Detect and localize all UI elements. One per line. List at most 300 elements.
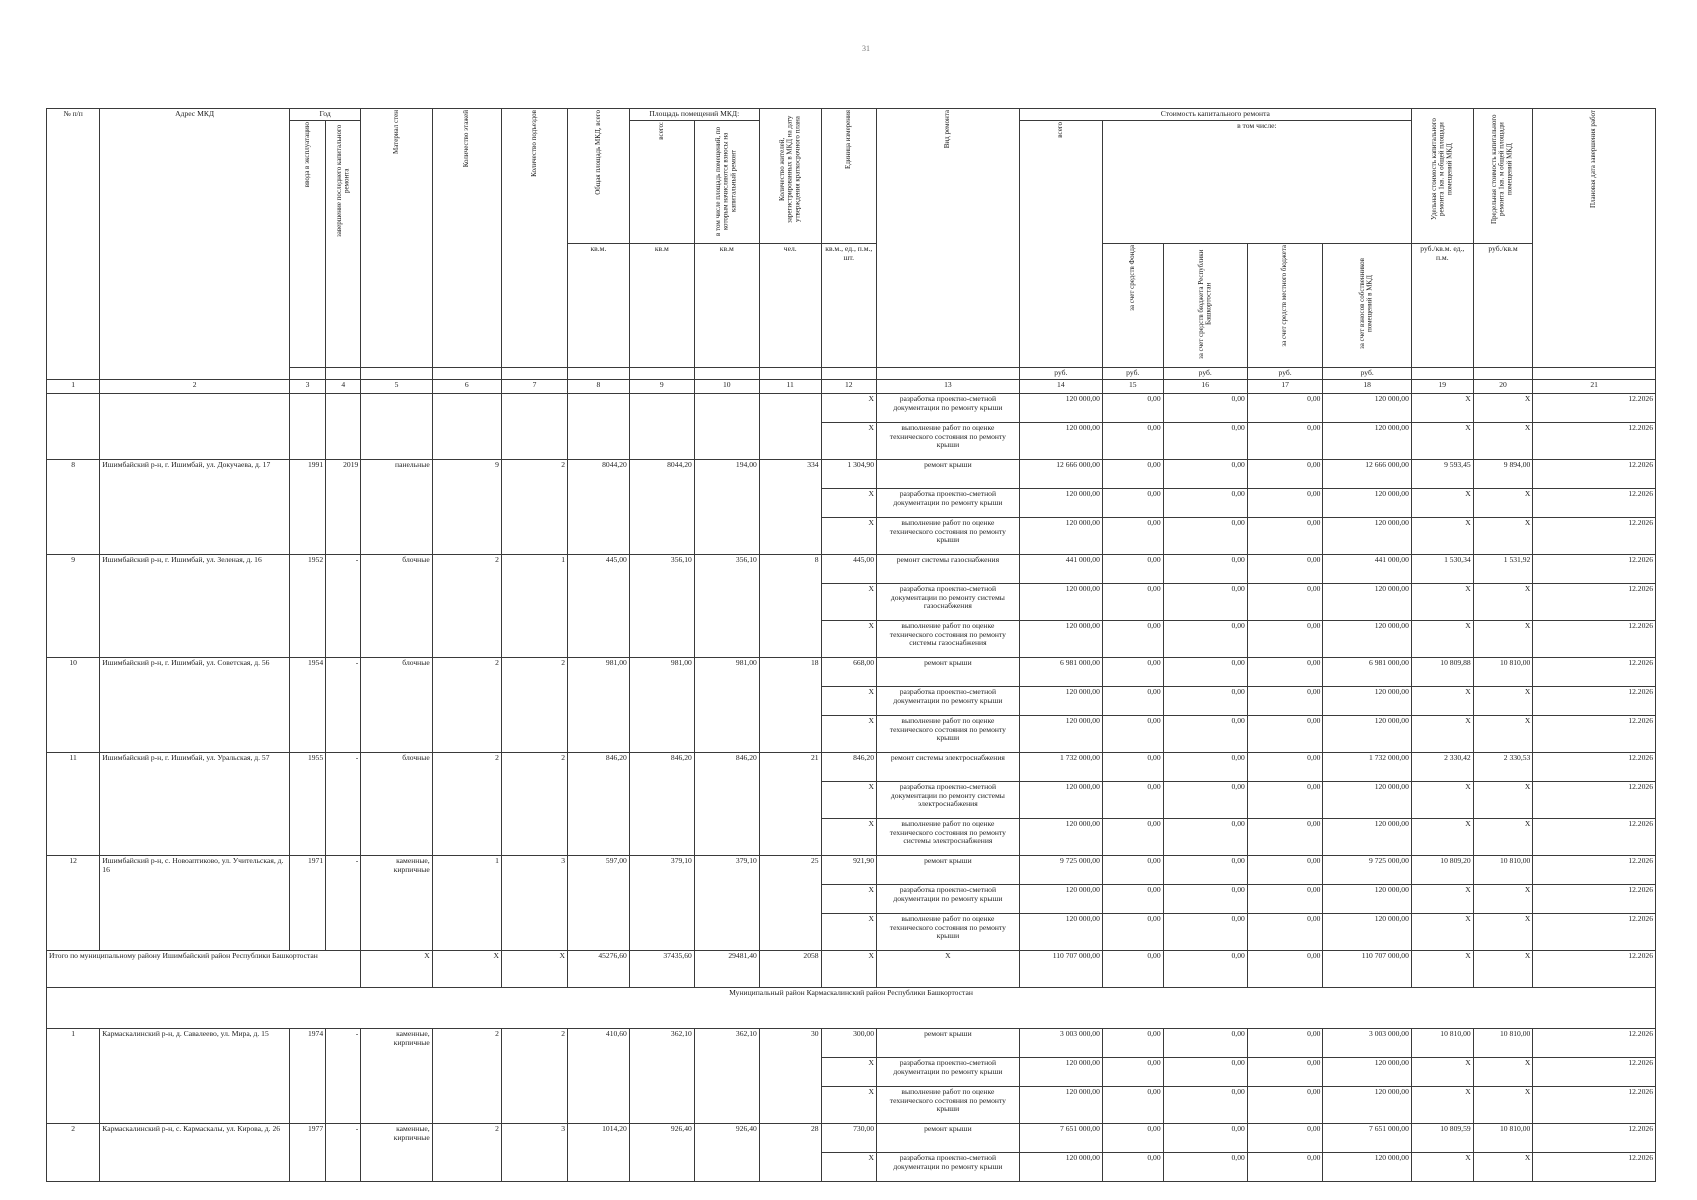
table-cell: 10 809,88 bbox=[1411, 657, 1473, 686]
table-cell: 2 bbox=[501, 752, 567, 855]
table-cell: 0,00 bbox=[1247, 1057, 1323, 1086]
unit-prem-liv: кв.м bbox=[694, 244, 759, 368]
table-cell bbox=[759, 368, 821, 380]
table-cell bbox=[326, 368, 361, 380]
table-cell: 2 bbox=[47, 1123, 100, 1181]
table-cell: - bbox=[326, 554, 361, 657]
table-row bbox=[47, 554, 1656, 583]
table-cell: X bbox=[1473, 913, 1533, 950]
column-header-text: всего bbox=[1055, 121, 1064, 138]
table-cell: 2 bbox=[432, 554, 501, 657]
table-cell: 120 000,00 bbox=[1323, 422, 1411, 459]
table-cell: 1 732 000,00 bbox=[1323, 752, 1411, 781]
table-cell: X bbox=[1411, 781, 1473, 818]
column-header-text: Вид ремонта bbox=[943, 110, 952, 149]
hdr-unit-cost bbox=[1411, 109, 1473, 244]
table-cell: 0,00 bbox=[1102, 488, 1163, 517]
table-cell: X bbox=[1411, 818, 1473, 855]
table-cell: X bbox=[1411, 1086, 1473, 1123]
table-cell: 0,00 bbox=[1102, 884, 1163, 913]
table-cell: 1 bbox=[432, 855, 501, 950]
table-cell: X bbox=[1473, 620, 1533, 657]
table-cell: X bbox=[821, 1057, 876, 1086]
table-cell: 12.2026 bbox=[1533, 715, 1656, 752]
table-cell: 0,00 bbox=[1102, 393, 1163, 422]
table-cell: 441 000,00 bbox=[1019, 554, 1102, 583]
table-cell: 45276,60 bbox=[568, 950, 630, 987]
table-cell: 120 000,00 bbox=[1019, 422, 1102, 459]
table-cell: 846,20 bbox=[821, 752, 876, 781]
table-cell: 445,00 bbox=[821, 554, 876, 583]
unit-rub: руб. bbox=[1323, 368, 1411, 380]
table-cell: 120 000,00 bbox=[1019, 620, 1102, 657]
table-cell: выполнение работ по оценке технического состояния по ремонту крыши bbox=[877, 422, 1020, 459]
table-cell: X bbox=[1473, 583, 1533, 620]
table-cell: 120 000,00 bbox=[1323, 517, 1411, 554]
total-row bbox=[47, 950, 1656, 987]
table-cell: 12.2026 bbox=[1533, 1086, 1656, 1123]
table-cell: 0,00 bbox=[1102, 752, 1163, 781]
table-cell: выполнение работ по оценке технического состояния по ремонту крыши bbox=[877, 913, 1020, 950]
column-header-text: за счет средств Фонда bbox=[1127, 245, 1136, 312]
table-cell bbox=[629, 393, 694, 459]
table-cell: - bbox=[326, 752, 361, 855]
table-cell: выполнение работ по оценке технического состояния по ремонту крыши bbox=[877, 517, 1020, 554]
table-cell: 0,00 bbox=[1247, 884, 1323, 913]
table-cell: 3 bbox=[501, 1123, 567, 1181]
table-cell: 445,00 bbox=[568, 554, 630, 657]
table-cell: 12.2026 bbox=[1533, 884, 1656, 913]
table-cell: X bbox=[1411, 1057, 1473, 1086]
hdr-material bbox=[361, 109, 432, 368]
table-cell: 9 bbox=[432, 459, 501, 554]
table-cell: 0,00 bbox=[1102, 1152, 1163, 1181]
table-cell: X bbox=[501, 950, 567, 987]
table-cell bbox=[289, 368, 325, 380]
table-cell: 120 000,00 bbox=[1019, 1152, 1102, 1181]
table-cell: 0,00 bbox=[1102, 554, 1163, 583]
unit-rub: руб. bbox=[1163, 368, 1247, 380]
table-cell: 120 000,00 bbox=[1323, 1057, 1411, 1086]
hdr-incl: в том числе: bbox=[1102, 120, 1411, 244]
table-cell: 379,10 bbox=[694, 855, 759, 950]
hdr-address: Адрес МКД bbox=[100, 109, 290, 380]
table-cell: 12.2026 bbox=[1533, 1152, 1656, 1181]
table-cell: X bbox=[1473, 488, 1533, 517]
column-header-text: за счет средств местного бюджета bbox=[1280, 245, 1289, 348]
hdr-local-budget bbox=[1247, 244, 1323, 368]
table-cell: 120 000,00 bbox=[1323, 686, 1411, 715]
table-cell: 120 000,00 bbox=[1019, 488, 1102, 517]
table-cell: 12.2026 bbox=[1533, 752, 1656, 781]
column-header-text: всего: bbox=[656, 121, 665, 140]
table-cell: 300,00 bbox=[821, 1028, 876, 1057]
column-header-text: Материал стен bbox=[391, 110, 400, 154]
table-cell: 0,00 bbox=[1247, 715, 1323, 752]
table-cell: 1954 bbox=[289, 657, 325, 752]
table-cell: 120 000,00 bbox=[1323, 1152, 1411, 1181]
col-number: 9 bbox=[629, 379, 694, 393]
table-cell: 9 593,45 bbox=[1411, 459, 1473, 488]
table-cell: 10 810,00 bbox=[1473, 657, 1533, 686]
table-cell: 0,00 bbox=[1163, 554, 1247, 583]
hdr-floors bbox=[432, 109, 501, 368]
table-cell: 846,20 bbox=[629, 752, 694, 855]
table-cell bbox=[432, 368, 501, 380]
table-cell: 0,00 bbox=[1247, 781, 1323, 818]
unit-rub-m2: руб./кв.м bbox=[1473, 244, 1533, 368]
table-cell: 1974 bbox=[289, 1028, 325, 1123]
hdr-year-last bbox=[326, 120, 361, 367]
col-number: 1 bbox=[47, 379, 100, 393]
table-cell: 0,00 bbox=[1163, 855, 1247, 884]
unit-prem: кв.м bbox=[629, 244, 694, 368]
column-header-text: за счет взносов собственников помещений в МКД bbox=[1358, 258, 1375, 350]
table-cell: 0,00 bbox=[1163, 950, 1247, 987]
table-cell: 12.2026 bbox=[1533, 950, 1656, 987]
table-cell: 1971 bbox=[289, 855, 325, 950]
table-cell: X bbox=[1411, 950, 1473, 987]
table-cell: 10 810,00 bbox=[1473, 1123, 1533, 1152]
table-cell: 0,00 bbox=[1102, 781, 1163, 818]
table-cell: X bbox=[1473, 1152, 1533, 1181]
table-cell: 8044,20 bbox=[629, 459, 694, 554]
table-cell: разработка проектно-сметной документации по ремонту крыши bbox=[877, 1152, 1020, 1181]
table-cell: 0,00 bbox=[1163, 393, 1247, 422]
col-number: 18 bbox=[1323, 379, 1411, 393]
table-cell: X bbox=[821, 1086, 876, 1123]
table-cell: 362,10 bbox=[629, 1028, 694, 1123]
table-cell bbox=[1411, 368, 1473, 380]
col-number: 14 bbox=[1019, 379, 1102, 393]
table-cell: ремонт системы электроснабжения bbox=[877, 752, 1020, 781]
table-cell: 1 304,90 bbox=[821, 459, 876, 488]
table-cell: 410,60 bbox=[568, 1028, 630, 1123]
col-number: 16 bbox=[1163, 379, 1247, 393]
table-cell: 0,00 bbox=[1163, 884, 1247, 913]
hdr-cost-group: Стоимость капитального ремонта bbox=[1019, 109, 1411, 121]
unit-rub: руб. bbox=[1019, 368, 1102, 380]
table-cell: 120 000,00 bbox=[1323, 781, 1411, 818]
table-row bbox=[47, 1028, 1656, 1057]
table-cell: X bbox=[821, 781, 876, 818]
table-cell: 0,00 bbox=[1163, 620, 1247, 657]
table-cell: 0,00 bbox=[1102, 459, 1163, 488]
table-cell: X bbox=[1411, 393, 1473, 422]
table-cell bbox=[289, 393, 325, 459]
table-cell: ремонт крыши bbox=[877, 657, 1020, 686]
table-cell: 597,00 bbox=[568, 855, 630, 950]
table-cell: 0,00 bbox=[1102, 950, 1163, 987]
table-cell: X bbox=[1473, 884, 1533, 913]
table-cell: 120 000,00 bbox=[1323, 884, 1411, 913]
col-number: 17 bbox=[1247, 379, 1323, 393]
table-cell: 2 bbox=[432, 657, 501, 752]
col-number: 4 bbox=[326, 379, 361, 393]
column-header-text: Удельная стоимость капитального ремонта 1кв. м общей площади помещений МКД bbox=[1429, 118, 1454, 220]
table-cell: Кармаскалинский р-н, с. Кармаскалы, ул. Кирова, д. 26 bbox=[100, 1123, 290, 1181]
table-cell: 12.2026 bbox=[1533, 855, 1656, 884]
table-cell: разработка проектно-сметной документации по ремонту крыши bbox=[877, 1057, 1020, 1086]
table-cell bbox=[821, 368, 876, 380]
table-cell bbox=[361, 393, 432, 459]
table-cell: 2 330,42 bbox=[1411, 752, 1473, 781]
col-number: 21 bbox=[1533, 379, 1656, 393]
unit-measure: кв.м., ед., п.м., шт. bbox=[821, 244, 876, 368]
unit-rub: руб. bbox=[1247, 368, 1323, 380]
hdr-prem-total bbox=[629, 120, 694, 244]
unit-rub-m: руб./кв.м. ед., п.м. bbox=[1411, 244, 1473, 368]
col-number: 8 bbox=[568, 379, 630, 393]
table-cell: Кармаскалинский р-н, д. Савалеево, ул. Мира, д. 15 bbox=[100, 1028, 290, 1123]
hdr-max-cost bbox=[1473, 109, 1533, 244]
table-cell: - bbox=[326, 1028, 361, 1123]
section-title: Муниципальный район Кармаскалинский район Республики Башкортостан bbox=[47, 987, 1656, 1028]
table-cell: 846,20 bbox=[694, 752, 759, 855]
table-cell: X bbox=[821, 715, 876, 752]
table-cell: 0,00 bbox=[1102, 818, 1163, 855]
col-number: 11 bbox=[759, 379, 821, 393]
table-cell: 0,00 bbox=[1102, 715, 1163, 752]
table-cell: 12.2026 bbox=[1533, 488, 1656, 517]
table-cell: 0,00 bbox=[1163, 657, 1247, 686]
table-cell: 0,00 bbox=[1163, 715, 1247, 752]
table-cell: X bbox=[1411, 913, 1473, 950]
table-cell: X bbox=[821, 583, 876, 620]
table-cell: 1 732 000,00 bbox=[1019, 752, 1102, 781]
table-cell: 0,00 bbox=[1102, 686, 1163, 715]
table-cell: 2 bbox=[501, 657, 567, 752]
table-cell: 0,00 bbox=[1247, 818, 1323, 855]
table-cell: 12.2026 bbox=[1533, 913, 1656, 950]
table-cell: 0,00 bbox=[1247, 554, 1323, 583]
table-cell: 0,00 bbox=[1247, 517, 1323, 554]
table-cell: 0,00 bbox=[1247, 422, 1323, 459]
column-header-text: Количество подъездов bbox=[529, 110, 538, 177]
table-cell: 0,00 bbox=[1102, 422, 1163, 459]
table-cell: X bbox=[1411, 583, 1473, 620]
table-cell: 120 000,00 bbox=[1019, 781, 1102, 818]
table-cell: X bbox=[1473, 1086, 1533, 1123]
table-cell: выполнение работ по оценке технического состояния по ремонту крыши bbox=[877, 715, 1020, 752]
table-cell: 12.2026 bbox=[1533, 1123, 1656, 1152]
table-cell: ремонт крыши bbox=[877, 459, 1020, 488]
table-cell: ремонт системы газоснабжения bbox=[877, 554, 1020, 583]
table-row bbox=[47, 657, 1656, 686]
table-cell: каменные, кирпичные bbox=[361, 1123, 432, 1181]
table-cell bbox=[759, 393, 821, 459]
col-number: 3 bbox=[289, 379, 325, 393]
table-cell: X bbox=[821, 422, 876, 459]
hdr-fund bbox=[1102, 244, 1163, 368]
table-cell: 0,00 bbox=[1102, 517, 1163, 554]
table-cell: X bbox=[361, 950, 432, 987]
table-cell: 921,90 bbox=[821, 855, 876, 884]
table-cell: X bbox=[1473, 686, 1533, 715]
table-cell: 12.2026 bbox=[1533, 517, 1656, 554]
table-cell bbox=[568, 393, 630, 459]
hdr-work bbox=[877, 109, 1020, 368]
table-cell bbox=[361, 368, 432, 380]
table-cell: 668,00 bbox=[821, 657, 876, 686]
table-cell: 120 000,00 bbox=[1323, 583, 1411, 620]
table-cell bbox=[1533, 368, 1656, 380]
hdr-cost-total bbox=[1019, 120, 1102, 367]
table-cell: Ишимбайский р-н, г. Ишимбай, ул. Докучаева, д. 17 bbox=[100, 459, 290, 554]
table-cell: 0,00 bbox=[1247, 950, 1323, 987]
table-cell: X bbox=[821, 1152, 876, 1181]
table-cell: 981,00 bbox=[568, 657, 630, 752]
table-cell: 10 810,00 bbox=[1473, 1028, 1533, 1057]
table-cell: 0,00 bbox=[1163, 583, 1247, 620]
table-cell: 0,00 bbox=[1102, 620, 1163, 657]
col-number: 15 bbox=[1102, 379, 1163, 393]
table-cell: X bbox=[1473, 950, 1533, 987]
table-cell: 120 000,00 bbox=[1323, 1086, 1411, 1123]
table-cell: 8 bbox=[759, 554, 821, 657]
table-cell: 0,00 bbox=[1102, 913, 1163, 950]
table-cell: разработка проектно-сметной документации по ремонту системы электроснабжения bbox=[877, 781, 1020, 818]
table-cell: 194,00 bbox=[694, 459, 759, 554]
table-cell bbox=[877, 368, 1020, 380]
table-cell: 1 531,92 bbox=[1473, 554, 1533, 583]
table-cell: 730,00 bbox=[821, 1123, 876, 1152]
table-cell: 12.2026 bbox=[1533, 554, 1656, 583]
table-cell: 0,00 bbox=[1163, 488, 1247, 517]
table-cell: 6 981 000,00 bbox=[1323, 657, 1411, 686]
table-cell: 0,00 bbox=[1247, 855, 1323, 884]
table-cell: 12.2026 bbox=[1533, 657, 1656, 686]
table-cell: 120 000,00 bbox=[1019, 715, 1102, 752]
hdr-year-group: Год bbox=[289, 109, 360, 121]
repair-plan-table bbox=[46, 108, 1656, 1182]
table-cell: 120 000,00 bbox=[1323, 620, 1411, 657]
table-cell: 12.2026 bbox=[1533, 781, 1656, 818]
table-cell bbox=[694, 368, 759, 380]
table-cell: 0,00 bbox=[1102, 583, 1163, 620]
hdr-units bbox=[821, 109, 876, 244]
hdr-total-area bbox=[568, 109, 630, 244]
table-cell: 10 810,00 bbox=[1473, 855, 1533, 884]
table-cell: 120 000,00 bbox=[1019, 884, 1102, 913]
table-cell: 120 000,00 bbox=[1019, 393, 1102, 422]
table-cell: 12.2026 bbox=[1533, 393, 1656, 422]
column-header-text: Предельная стоимость капитального ремонта 1кв. м общей площади помещений МКД bbox=[1490, 114, 1514, 224]
table-cell: выполнение работ по оценке технического состояния по ремонту системы электроснабжения bbox=[877, 818, 1020, 855]
table-cell: 0,00 bbox=[1247, 393, 1323, 422]
table-cell: 362,10 bbox=[694, 1028, 759, 1123]
table-cell: 0,00 bbox=[1247, 657, 1323, 686]
table-cell: 334 bbox=[759, 459, 821, 554]
col-number: 2 bbox=[100, 379, 290, 393]
table-cell: 0,00 bbox=[1247, 1123, 1323, 1152]
table-cell: 2 bbox=[432, 1028, 501, 1123]
table-row bbox=[47, 855, 1656, 884]
unit-people: чел. bbox=[759, 244, 821, 368]
hdr-num: № п/п bbox=[47, 109, 100, 380]
table-cell: 1 bbox=[501, 554, 567, 657]
table-cell: 25 bbox=[759, 855, 821, 950]
table-cell: 3 bbox=[501, 855, 567, 950]
table-cell: 120 000,00 bbox=[1019, 583, 1102, 620]
table-cell: 0,00 bbox=[1247, 913, 1323, 950]
table-cell: 12.2026 bbox=[1533, 620, 1656, 657]
table-cell: X bbox=[432, 950, 501, 987]
table-cell: 12 bbox=[47, 855, 100, 950]
column-header-text: Плановая дата завершения работ bbox=[1589, 110, 1598, 209]
table-cell: X bbox=[1473, 517, 1533, 554]
table-cell: 2 bbox=[501, 1028, 567, 1123]
table-cell: 29481,40 bbox=[694, 950, 759, 987]
table-cell: 9 725 000,00 bbox=[1323, 855, 1411, 884]
table-cell: 0,00 bbox=[1163, 1086, 1247, 1123]
table-cell: X bbox=[1411, 620, 1473, 657]
hdr-owners bbox=[1323, 244, 1411, 368]
table-cell: 379,10 bbox=[629, 855, 694, 950]
table-cell: X bbox=[1473, 818, 1533, 855]
table-cell: ремонт крыши bbox=[877, 1028, 1020, 1057]
table-cell: 12 666 000,00 bbox=[1323, 459, 1411, 488]
hdr-entrances bbox=[501, 109, 567, 368]
table-cell: 1 bbox=[47, 1028, 100, 1123]
table-cell: 0,00 bbox=[1102, 1057, 1163, 1086]
table-cell bbox=[432, 393, 501, 459]
table-cell: 120 000,00 bbox=[1323, 488, 1411, 517]
table-cell: блочные bbox=[361, 752, 432, 855]
table-cell: 120 000,00 bbox=[1019, 913, 1102, 950]
table-cell: ремонт крыши bbox=[877, 1123, 1020, 1152]
table-cell: 0,00 bbox=[1247, 686, 1323, 715]
table-cell: 981,00 bbox=[629, 657, 694, 752]
table-cell: разработка проектно-сметной документации по ремонту крыши bbox=[877, 393, 1020, 422]
table-cell: 926,40 bbox=[629, 1123, 694, 1181]
table-cell: X bbox=[821, 686, 876, 715]
unit-total-area: кв.м. bbox=[568, 244, 630, 368]
table-cell bbox=[100, 393, 290, 459]
table-cell: - bbox=[326, 1123, 361, 1181]
table-cell: разработка проектно-сметной документации по ремонту крыши bbox=[877, 686, 1020, 715]
table-cell: 10 809,59 bbox=[1411, 1123, 1473, 1152]
table-cell: 12 666 000,00 bbox=[1019, 459, 1102, 488]
table-cell: 7 651 000,00 bbox=[1019, 1123, 1102, 1152]
table-cell: X bbox=[1411, 1152, 1473, 1181]
column-header-text: Общая площадь МКД, всего bbox=[593, 110, 602, 195]
table-cell: 110 707 000,00 bbox=[1019, 950, 1102, 987]
table-cell: 846,20 bbox=[568, 752, 630, 855]
table-cell bbox=[629, 368, 694, 380]
table-cell: разработка проектно-сметной документации по ремонту системы газоснабжения bbox=[877, 583, 1020, 620]
table-cell: 9 894,00 bbox=[1473, 459, 1533, 488]
table-cell: панельные bbox=[361, 459, 432, 554]
table-cell: 926,40 bbox=[694, 1123, 759, 1181]
table-cell: 120 000,00 bbox=[1019, 517, 1102, 554]
col-number: 6 bbox=[432, 379, 501, 393]
table-cell: 981,00 bbox=[694, 657, 759, 752]
section-row bbox=[47, 987, 1656, 1028]
table-cell bbox=[1473, 368, 1533, 380]
hdr-premises-group: Площадь помещений МКД: bbox=[629, 109, 759, 121]
column-header-text: завершение последнего капитального ремонта bbox=[334, 124, 351, 237]
table-cell: 1 530,34 bbox=[1411, 554, 1473, 583]
table-cell: X bbox=[821, 950, 876, 987]
column-header-text: за счет средств бюджета Республики Башкортостан bbox=[1196, 249, 1213, 360]
table-cell: 0,00 bbox=[1163, 422, 1247, 459]
hdr-deadline bbox=[1533, 109, 1656, 368]
table-cell: X bbox=[1473, 781, 1533, 818]
table-cell: X bbox=[821, 884, 876, 913]
table-cell: 120 000,00 bbox=[1323, 913, 1411, 950]
table-row bbox=[47, 393, 1656, 422]
